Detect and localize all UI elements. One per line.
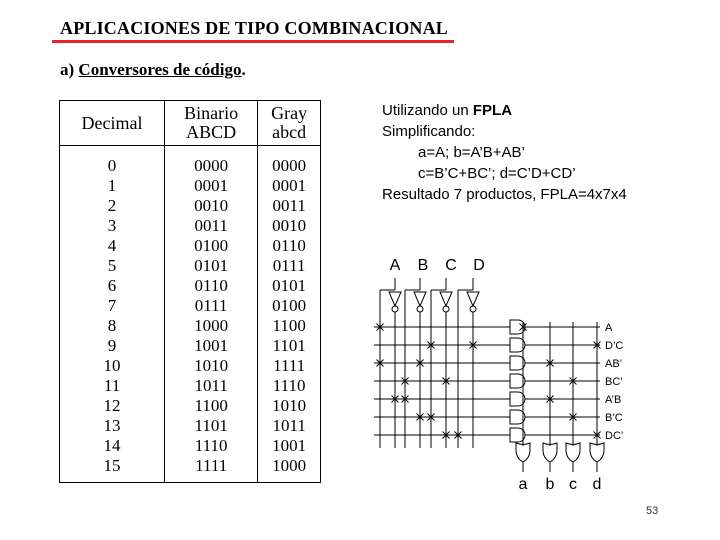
product-label: D’C [605, 340, 624, 352]
table-cell: 0010 [258, 216, 321, 236]
header-line-1: Binario [184, 103, 239, 123]
table-cell: 1110 [165, 436, 258, 456]
table-cell: 0000 [258, 146, 321, 177]
notes-line-1: Utilizando un FPLA [382, 102, 513, 119]
table-cell: 4 [60, 236, 165, 256]
fpla-diagram [360, 250, 660, 495]
table-cell: 1001 [258, 436, 321, 456]
table-row [60, 416, 321, 436]
table-cell: 7 [60, 296, 165, 316]
table-cell: 2 [60, 196, 165, 216]
input-label-d: D [473, 257, 485, 274]
output-label-a: a [518, 476, 528, 493]
table-cell: 0010 [165, 196, 258, 216]
table-cell: 1111 [258, 356, 321, 376]
table-cell: 1000 [165, 316, 258, 336]
header-line-2: ABCD [186, 122, 237, 142]
table-cell: 9 [60, 336, 165, 356]
table-cell: 1100 [258, 316, 321, 336]
table-cell: 0111 [165, 296, 258, 316]
table-cell: 0100 [165, 236, 258, 256]
table-cell: 0101 [165, 256, 258, 276]
notes-line-2: Simplificando: [382, 123, 476, 140]
table-header-1 [165, 101, 258, 146]
page-number: 53 [646, 505, 659, 517]
header-line-1: Gray [271, 103, 308, 123]
table-row [60, 316, 321, 336]
fpla-term: FPLA [472, 102, 513, 119]
table-cell: 1100 [165, 396, 258, 416]
table-cell: 12 [60, 396, 165, 416]
table-row [60, 336, 321, 356]
table-cell: 1011 [165, 376, 258, 396]
section-title: Conversores de código [78, 60, 242, 79]
table-cell: 0011 [258, 196, 321, 216]
table-row [60, 196, 321, 216]
table-row [60, 436, 321, 456]
table-row [60, 236, 321, 256]
table-row [60, 376, 321, 396]
table-cell: 0000 [165, 146, 258, 177]
table-header-0 [60, 101, 165, 146]
table-header-2 [258, 101, 321, 146]
table-cell: 1000 [258, 456, 321, 483]
table-cell: 0001 [258, 176, 321, 196]
table-cell: 11 [60, 376, 165, 396]
table-cell: 1010 [165, 356, 258, 376]
inverter-icon [414, 292, 426, 306]
header-line-2: abcd [272, 122, 307, 142]
inverter-icon [389, 292, 401, 306]
inverter-icon [467, 292, 479, 306]
table-row [60, 146, 321, 177]
table-cell: 1110 [258, 376, 321, 396]
table-cell: 1010 [258, 396, 321, 416]
table-row [60, 276, 321, 296]
header-line-1: Decimal [81, 112, 143, 133]
slide-title: APLICACIONES DE TIPO COMBINACIONAL [60, 18, 449, 38]
product-label: AB’ [605, 358, 623, 370]
table-cell: 8 [60, 316, 165, 336]
table-cell: 1011 [258, 416, 321, 436]
table-row [60, 256, 321, 276]
title-underline [52, 40, 454, 43]
notes-line-4: c=B’C+BC’; d=C’D+CD’ [418, 165, 576, 182]
table-cell: 0101 [258, 276, 321, 296]
product-label: DC’ [605, 430, 624, 442]
table-cell: 0011 [165, 216, 258, 236]
table-body [60, 146, 321, 483]
output-label-b: b [545, 476, 555, 493]
section-period: . [241, 60, 246, 79]
notes-line-5: Resultado 7 productos, FPLA=4x7x4 [382, 186, 627, 203]
table-row [60, 396, 321, 416]
input-label-b: B [417, 257, 429, 274]
input-label-a: A [389, 257, 401, 274]
notes-block [382, 100, 627, 205]
table-cell: 5 [60, 256, 165, 276]
code-conversion-table [59, 100, 321, 483]
output-label-c: c [569, 476, 577, 493]
table-cell: 1101 [258, 336, 321, 356]
inverter-icon [440, 292, 452, 306]
product-label: A’B [605, 394, 622, 406]
table-cell: 3 [60, 216, 165, 236]
product-label: A [605, 322, 613, 334]
notes-line-3: a=A; b=A’B+AB’ [418, 144, 525, 161]
table-cell: 13 [60, 416, 165, 436]
table-cell: 0 [60, 146, 165, 177]
table-cell: 0100 [258, 296, 321, 316]
table-cell: 1101 [165, 416, 258, 436]
table-row [60, 296, 321, 316]
table-cell: 6 [60, 276, 165, 296]
table-cell: 14 [60, 436, 165, 456]
table-row [60, 216, 321, 236]
table-cell: 0110 [165, 276, 258, 296]
table-row [60, 356, 321, 376]
table-cell: 1001 [165, 336, 258, 356]
section-heading [60, 60, 246, 80]
product-label: B’C [605, 412, 623, 424]
input-label-c: C [445, 257, 457, 274]
table-row [60, 456, 321, 483]
table-cell: 10 [60, 356, 165, 376]
table-cell: 1111 [165, 456, 258, 483]
output-label-d: d [592, 476, 602, 493]
table-cell: 15 [60, 456, 165, 483]
table-cell: 0001 [165, 176, 258, 196]
table-cell: 1 [60, 176, 165, 196]
product-label: BC’ [605, 376, 623, 388]
table-cell: 0110 [258, 236, 321, 256]
table-header-row [60, 101, 321, 146]
table-cell: 0111 [258, 256, 321, 276]
table-row [60, 176, 321, 196]
section-letter: a) [60, 60, 75, 79]
